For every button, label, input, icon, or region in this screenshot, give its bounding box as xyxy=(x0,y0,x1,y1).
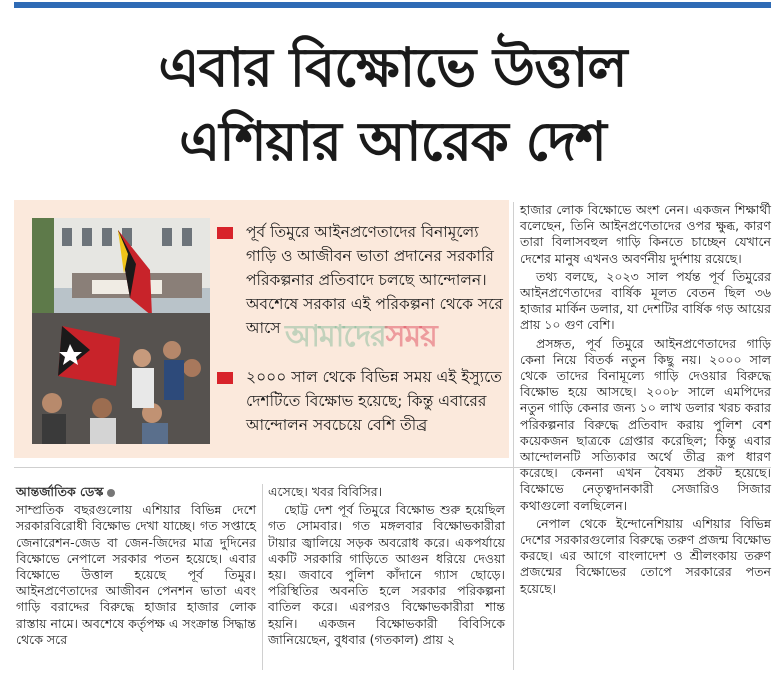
protest-photo xyxy=(32,218,210,444)
paragraph: এসেছে। খবর বিবিসির। xyxy=(268,484,383,499)
red-bullet-icon xyxy=(217,227,233,239)
column-rule xyxy=(513,202,514,670)
paragraph: সাম্প্রতিক বছরগুলোয় এশিয়ার বিভিন্ন দেশে সরকারবিরোধী বিক্ষোভ দেখা যাচ্ছে। গত সপ্তাহে জেনারেশন-জেড বা জেন-জিদের মাত্র দুদিনের বিক্ষোভে নেপালে সরকার পতন হয়েছে। এবার বিক্ষোভে উত্তাল হয়েছে পূর্ব তিমুর। আইনপ্রণেতাদের আজীবন পেনশন ভাতা এবং গাড়ি বরাদ্দের বিরুদ্ধে হাজার হাজার লোক রাস্তায় নামে। অবশেষে কর্তৃপক্ষ এ সংক্রান্ত সিদ্ধান্ত থেকে সরে xyxy=(16,502,256,647)
headline-line-2: এশিয়ার আরেক দেশ xyxy=(179,110,606,173)
highlight-bullet-2 xyxy=(218,365,506,437)
red-bullet-icon xyxy=(217,372,233,384)
paragraph: তথ্য বলছে, ২০২৩ সাল পর্যন্ত পূর্ব তিমুরের আইনপ্রণেতাদের বার্ষিক মূলত বেতন ছিল ৩৬ হাজার মার্কিন ডলার, যা দেশটির বার্ষিক গড় আয়ের প্রায় ১০ গুণ বেশি। xyxy=(520,268,771,333)
article-column-2 xyxy=(268,484,505,650)
top-accent-bar xyxy=(14,2,771,8)
paragraph: নেপাল থেকে ইন্দোনেশিয়ায় এশিয়ার বিভিন্ন দেশের সরকারগুলোর বিরুদ্ধে তরুণ প্রজন্ম বিক্ষোভ করছে। এর আগে বাংলাদেশ ও শ্রীলংকায় তরুণ প্রজন্মের বিক্ষোভের তোপে সরকারের পতন হয়েছে। xyxy=(520,515,771,596)
desk-label: আন্তর্জাতিক ডেস্ক xyxy=(16,484,104,499)
article-column-1 xyxy=(16,484,256,650)
newspaper-watermark: আমাদেরসময় xyxy=(285,319,437,354)
headline-line-1: এবার বিক্ষোভে উত্তাল xyxy=(158,36,627,99)
article-column-3 xyxy=(520,202,771,599)
highlight-text: পূর্ব তিমুরে আইনপ্রণেতাদের বিনামূল্যে গাড়ি ও আজীবন ভাতা প্রদানের সরকারি পরিকল্পনার প্রতিবাদে চলছে আন্দোলন। অবশেষে সরকার এই পরিকল্পনা থেকে সরে আসে xyxy=(246,223,503,337)
column-rule xyxy=(262,484,263,670)
paragraph: ছোট্ট দেশ পূর্ব তিমুরে বিক্ষোভ শুরু হয়েছিল গত সোমবার। গত মঙ্গলবার বিক্ষোভকারীরা টায়ার জ্বালিয়ে সড়ক অবরোধ করে। একপর্যায়ে একটি সরকারি গাড়িতে আগুন ধরিয়ে দেওয়া হয়। জবাবে পুলিশ কাঁদানে গ্যাস ছোড়ে। পরিস্থিতির অবনতি হলে সরকার পরিকল্পনা বাতিল করে। এরপরও বিক্ষোভকারীরা শান্ত হয়নি। একজন বিক্ষোভকারী বিবিসিকে জানিয়েছেন, বুধবার (গতকাল) প্রায় ২ xyxy=(268,502,505,647)
dot-icon xyxy=(107,489,115,497)
highlight-text: ২০০০ সাল থেকে বিভিন্ন সময় এই ইস্যুতে দেশটিতে বিক্ষোভ হয়েছে; কিন্তু এবারের আন্দোলন সবচেয়ে বেশি তীব্র xyxy=(246,368,502,434)
paragraph: প্রসঙ্গত, পূর্ব তিমুরে আইনপ্রণেতাদের গাড়ি কেনা নিয়ে বিতর্ক নতুন কিছু নয়। ২০০০ সাল থেকে তাদের বিনামূল্যে গাড়ি দেওয়ার বিরুদ্ধে বিক্ষোভ হয়ে আসছে। ২০০৮ সালে এমপিদের নতুন গাড়ি কেনার জন্য ১০ লাখ ডলার খরচ করার পরিকল্পনার বিরুদ্ধে প্রতিবাদ করায় পুলিশ বেশ কয়েকজন ছাত্রকে গ্রেপ্তার করেছিল; কিন্তু এবার আন্দোলনটি সত্যিকার অর্থে তীব্র রূপ ধারণ করেছে। কেননা এখন বৈষম্য প্রকট হয়েছে। বিক্ষোভে নেতৃত্বদানকারী সেজারিও সিজার কথাগুলো বলছিলেন। xyxy=(520,335,771,513)
paragraph: হাজার লোক বিক্ষোভে অংশ নেন। একজন শিক্ষার্থী বলেছেন, তিনি আইনপ্রণেতাদের ওপর ক্ষুব্ধ, কারণ তারা বিলাসবহুল গাড়ি কিনতে চাচ্ছেন যেখানে দেশের মানুষ এখনও অবর্ণনীয় দুর্দশায় রয়েছে। xyxy=(520,202,771,266)
